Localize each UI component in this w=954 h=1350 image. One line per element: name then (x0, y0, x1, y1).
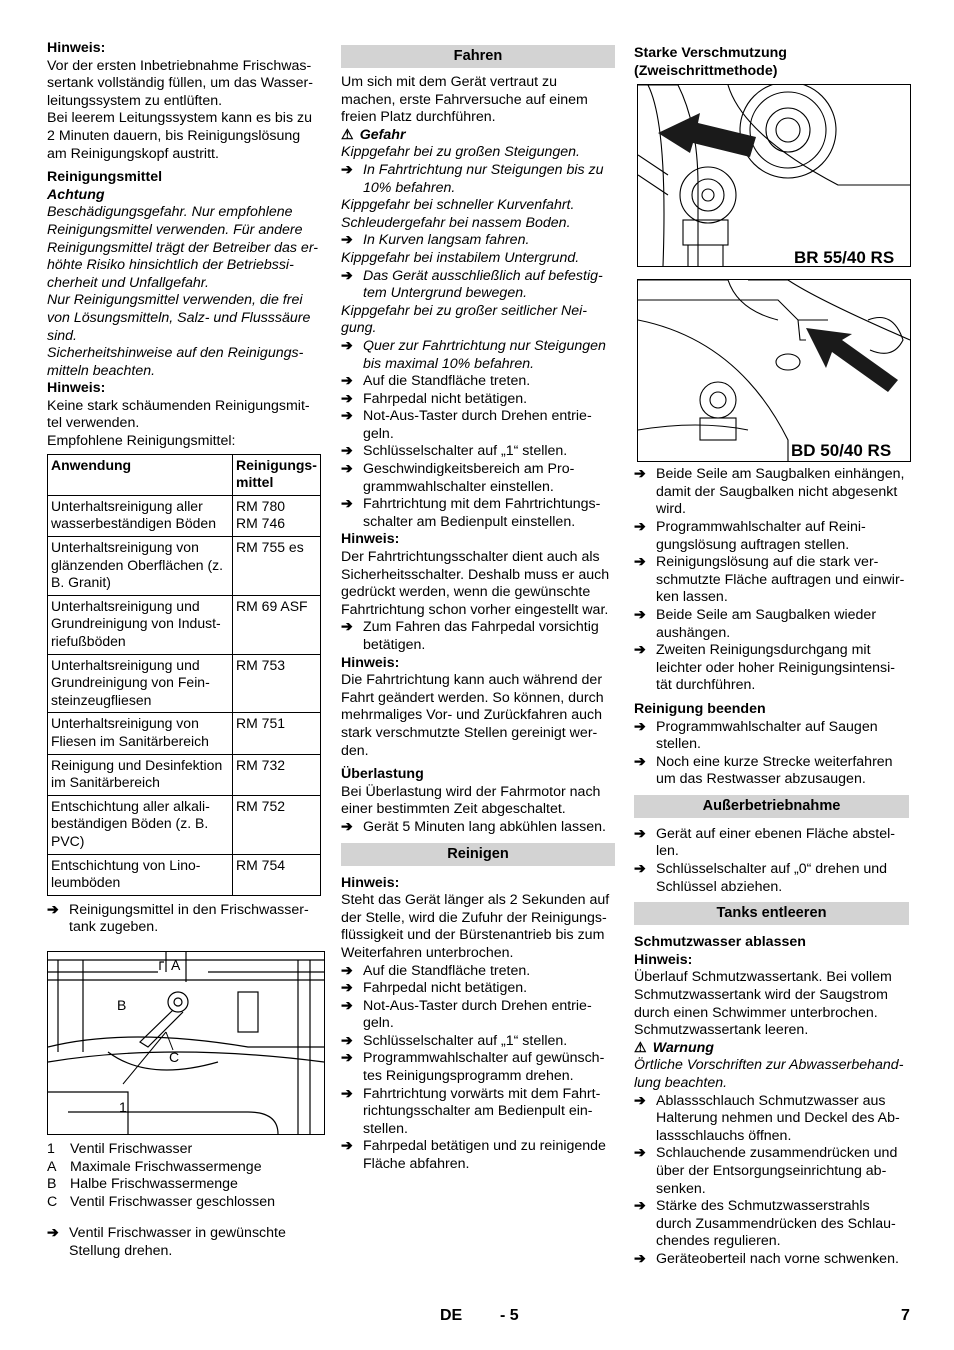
gefahr-text: Kippgefahr bei instabilem Untergrund. (341, 249, 580, 266)
legend-value: Maximale Frischwassermenge (70, 1158, 262, 1175)
step-item (634, 642, 909, 695)
step-item (634, 861, 909, 896)
arrow-right-icon: ➔ (341, 390, 353, 407)
step-text: Fahrpedal betätigen und zu reinigende Fläche abfahren. (363, 1138, 606, 1173)
label-1: 1 (119, 1098, 127, 1115)
table-row (48, 537, 321, 596)
step-text: Beide Seile am Saugbalken wieder aushängen. (656, 606, 877, 641)
step-item (634, 607, 909, 642)
figure-label: BR 55/40 RS (794, 248, 895, 267)
table-cell-anwendung: Unterhaltsreinigung von Fliesen im Sanitärbereich (48, 713, 233, 754)
bd50-drawing (638, 280, 910, 461)
arrow-right-icon: ➔ (341, 161, 353, 178)
table-cell-mittel: RM 751 (233, 713, 321, 754)
arrow-right-icon: ➔ (634, 1145, 646, 1162)
step-item (341, 162, 615, 197)
footer-lang: DE (440, 1307, 463, 1324)
step-text: Programmwahlschalter auf Saugen stellen. (656, 718, 878, 753)
fahren-intro: Um sich mit dem Gerät vertraut zu machen, erste Fahrversuche auf einem freien Platz durchführen. (341, 74, 588, 126)
hinweis-title: Hinweis: (341, 654, 400, 671)
hinweis-text: Der Fahrtrichtungsschalter dient auch als Sicherheitsschalter. Deshalb muss er auch gedrückt werden, wenn die gewünschte Fahrtrichtung schon vorher eingestellt war. (341, 549, 610, 618)
step-item (634, 519, 909, 554)
table-cell-mittel: RM 780 RM 746 (233, 495, 321, 536)
arrow-right-icon: ➔ (341, 980, 353, 997)
arrow-right-icon: ➔ (341, 962, 353, 979)
step-text: Stärke des Schmutzwasserstrahls durch Zusammendrücken des Schlau-chendes regulieren. (656, 1198, 896, 1250)
hinweis-title: Hinweis: (634, 951, 693, 968)
column-right (634, 45, 909, 1269)
arrow-right-icon: ➔ (341, 373, 353, 390)
step-item (341, 1050, 615, 1085)
step-text: Fahrpedal nicht betätigen. (363, 390, 528, 407)
step-text: Schlüsselschalter auf „1“ stellen. (363, 443, 568, 460)
step-item (341, 373, 615, 391)
step-item (341, 1138, 615, 1173)
page-number: 7 (901, 1307, 910, 1324)
warning-triangle-icon: ⚠ (341, 126, 354, 143)
achtung-text-3: Sicherheitshinweise auf den Reinigungs-mitteln beachten. (47, 345, 304, 379)
table-row (48, 795, 321, 854)
table-cell-anwendung: Entschichtung aller alkali-beständigen Böden (z. B. PVC) (48, 795, 233, 854)
arrow-right-icon: ➔ (341, 1085, 353, 1102)
arrow-right-icon: ➔ (341, 267, 353, 284)
legend-item (47, 1159, 323, 1177)
hinweis-text-2: Bei leerem Leitungssystem kann es bis zu 2 Minuten dauern, bis Reinigungslösung am Reinigungskopf austritt. (47, 110, 312, 162)
arrow-right-icon: ➔ (634, 1198, 646, 1215)
legend-key: 1 (47, 1140, 55, 1157)
step-text: Noch eine kurze Strecke weiterfahren um das Restwasser abzusaugen. (656, 753, 893, 788)
gefahr-heading (341, 127, 615, 145)
column-middle (341, 45, 615, 1174)
table-row (48, 595, 321, 654)
legend-item (47, 1194, 323, 1212)
label-b: B (117, 996, 127, 1013)
table-row (48, 495, 321, 536)
step-item (341, 461, 615, 496)
legend-key: C (47, 1193, 58, 1210)
achtung-text-2: Nur Reinigungsmittel verwenden, die frei von Lösungsmitteln, Salz- und Flusssäure sind. (47, 292, 311, 344)
step-text: Zum Fahren das Fahrpedal vorsichtig betätigen. (363, 619, 599, 653)
step-list (634, 1093, 909, 1269)
table-cell-anwendung: Reinigung und Desinfektion im Sanitärbereich (48, 754, 233, 795)
arrow-right-icon: ➔ (341, 496, 353, 513)
hinweis-text: Steht das Gerät länger als 2 Sekunden auf der Stelle, wird die Zufuhr der Reinigungs-flüssigkeit und der Bürstenantrieb bis zum Weiterfahren unterbrochen. (341, 892, 610, 961)
hinweis-title: Hinweis: (341, 531, 400, 548)
arrow-right-icon: ➔ (341, 1050, 353, 1067)
table-cell-anwendung: Unterhaltsreinigung und Grundreinigung von Indust-riefußböden (48, 595, 233, 654)
step-item (341, 819, 615, 837)
step-item (341, 1033, 615, 1051)
step-text: Reinigungslösung auf die stark ver-schmutzte Fläche auftragen und einwir-ken lassen. (656, 554, 905, 606)
achtung-text: Beschädigungsgefahr. Nur empfohlene Reinigungsmittel verwenden. Für andere Reinigungsmittel trägt der Betreiber das er-höhte Risiko hinsichtlich der Betriebssi-cherheit und Unfallgefahr. (47, 204, 319, 291)
figure-legend (47, 1141, 323, 1211)
step-item (634, 466, 909, 519)
table-cell-anwendung: Unterhaltsreinigung von glänzenden Oberflächen (z. B. Granit) (48, 537, 233, 596)
table-cell-mittel: RM 732 (233, 754, 321, 795)
warning-triangle-icon: ⚠ (634, 1039, 647, 1056)
table-cell-mittel: RM 754 (233, 854, 321, 895)
gefahr-text: Kippgefahr bei zu großer seitlicher Nei-gung. (341, 302, 588, 337)
step-text: Schlüsselschalter auf „1“ stellen. (363, 1032, 568, 1049)
table-row (48, 654, 321, 713)
label-c: C (169, 1048, 180, 1065)
step-text: Fahrpedal nicht betätigen. (363, 980, 528, 997)
step-item (341, 268, 615, 303)
reinigungsmittel-title: Reinigungsmittel (47, 169, 163, 186)
hinweis-text: Vor der ersten Inbetriebnahme Frischwas-sertank vollständig füllen, um das Wasser-leitungssystem zu entlüften. (47, 57, 313, 109)
table-row (48, 754, 321, 795)
hinweis2-title: Hinweis: (47, 380, 106, 397)
step-item (341, 963, 615, 981)
step-item (341, 1086, 615, 1139)
step-text: Fahrtrichtung vorwärts mit dem Fahrt-richtungsschalter am Bedienpult ein-stellen. (363, 1085, 601, 1137)
section-tanks-entleeren: Tanks entleeren (634, 902, 909, 925)
step-item (341, 408, 615, 443)
warnung-heading (634, 1040, 909, 1058)
step-text: Auf die Standfläche treten. (363, 962, 531, 979)
legend-value: Ventil Frischwasser (70, 1140, 193, 1157)
step-text: Ablassschlauch Schmutzwasser aus Halterung nehmen und Deckel des Ab-lassschlauchs öffnen. (656, 1092, 900, 1144)
arrow-right-icon: ➔ (341, 818, 353, 835)
step-item (634, 719, 909, 754)
step-item (341, 338, 615, 373)
table-row (48, 854, 321, 895)
section-fahren: Fahren (341, 45, 615, 68)
starke-title: Starke Verschmutzung (Zweischrittmethode) (634, 45, 787, 79)
step-text: Auf die Standfläche treten. (363, 373, 531, 390)
table-cell-anwendung: Unterhaltsreinigung aller wasserbeständigen Böden (48, 495, 233, 536)
hinweis-title: Hinweis: (341, 874, 400, 891)
table-cell-anwendung: Unterhaltsreinigung und Grundreinigung von Fein-steinzeugfliesen (48, 654, 233, 713)
valve-figure (47, 951, 325, 1135)
table-cell-mittel: RM 755 es (233, 537, 321, 596)
arrow-right-icon: ➔ (634, 518, 646, 535)
step-text: Programmwahlschalter auf gewünsch-tes Reinigungsprogramm drehen. (363, 1050, 605, 1085)
step-text: Gerät 5 Minuten lang abkühlen lassen. (363, 818, 606, 835)
step-item (341, 980, 615, 998)
arrow-right-icon: ➔ (634, 606, 646, 623)
step-item (634, 554, 909, 607)
arrow-right-icon: ➔ (634, 753, 646, 770)
step-text: Not-Aus-Taster durch Drehen entrie-geln. (363, 408, 592, 442)
section-reinigen: Reinigen (341, 843, 615, 866)
step-item (341, 443, 615, 461)
step-item (341, 391, 615, 409)
arrow-right-icon: ➔ (634, 554, 646, 571)
figure-bd50 (637, 279, 911, 462)
step-list (341, 373, 615, 531)
hinweis2-text: Keine stark schäumenden Reinigungsmit-tel verwenden. (47, 397, 310, 432)
arrow-right-icon: ➔ (47, 901, 59, 918)
step-text: Beide Seile am Saugbalken einhängen, damit der Saugbalken nicht abgesenkt wird. (656, 466, 905, 518)
step-text: Ventil Frischwasser in gewünschte Stellung drehen. (69, 1225, 286, 1259)
step-text: Programmwahlschalter auf Reini-gungslösung auftragen stellen. (656, 518, 866, 553)
step-text: Not-Aus-Taster durch Drehen entrie-geln. (363, 997, 592, 1032)
step-item (341, 998, 615, 1033)
table-header-cell: Anwendung (48, 454, 233, 495)
step-text: In Kurven langsam fahren. (363, 232, 530, 249)
step-list (634, 719, 909, 789)
hinweis-text: Überlauf Schmutzwassertank. Bei vollem Schmutzwassertank wird der Saugstrom durch einen Schwimmer unterbrochen. Schmutzwassertank leeren. (634, 969, 892, 1039)
step-text: Fahrtrichtung mit dem Fahrtrichtungs-schalter am Bedienpult einstellen. (363, 496, 601, 530)
step-item (634, 1198, 909, 1251)
arrow-right-icon: ➔ (341, 443, 353, 460)
arrow-right-icon: ➔ (634, 1092, 646, 1109)
step-text: Das Gerät ausschließlich auf befestig-tem Untergrund bewegen. (363, 267, 603, 302)
beenden-title: Reinigung beenden (634, 700, 766, 717)
gefahr-text: Kippgefahr bei zu großen Steigungen. (341, 144, 580, 161)
table-cell-mittel: RM 752 (233, 795, 321, 854)
table-cell-mittel: RM 753 (233, 654, 321, 713)
arrow-right-icon: ➔ (634, 718, 646, 735)
step-text: Schlüsselschalter auf „0“ drehen und Schlüssel abziehen. (656, 861, 888, 895)
arrow-right-icon: ➔ (634, 861, 646, 878)
step-text: Quer zur Fahrtrichtung nur Steigungen bis maximal 10% befahren. (363, 337, 606, 372)
step-list (634, 466, 909, 695)
gefahr-text: Schleudergefahr bei nassem Boden. (341, 214, 571, 231)
step-item (47, 1225, 323, 1260)
ueberlastung-title: Überlastung (341, 766, 424, 783)
arrow-right-icon: ➔ (341, 408, 353, 425)
step-list (634, 826, 909, 896)
step-item (47, 902, 323, 937)
hinweis-title: Hinweis: (47, 40, 106, 56)
step-item (634, 826, 909, 861)
table-header-cell: Reinigungs-mittel (233, 454, 321, 495)
step-item (634, 1251, 909, 1269)
step-item (341, 232, 615, 250)
gefahr-title: Gefahr (359, 126, 406, 143)
step-item (634, 1093, 909, 1146)
step-item (634, 1145, 909, 1198)
column-left (47, 40, 323, 1260)
step-text: In Fahrtrichtung nur Steigungen bis zu 10% befahren. (363, 161, 604, 196)
table-cell-mittel: RM 69 ASF (233, 595, 321, 654)
step-text: Geräteoberteil nach vorne schwenken. (656, 1250, 899, 1267)
label-a: A (171, 956, 181, 973)
empfohlen-text: Empfohlene Reinigungsmittel: (47, 433, 236, 450)
step-text: Zweiten Reinigungsdurchgang mit leichter oder hoher Reinigungsintensi-tät durchführen. (656, 642, 895, 694)
table-row (48, 713, 321, 754)
figure-br55 (637, 84, 911, 267)
arrow-right-icon: ➔ (47, 1225, 59, 1242)
table-cell-anwendung: Entschichtung von Lino-leumböden (48, 854, 233, 895)
step-item (341, 496, 615, 531)
step-item (341, 619, 615, 654)
figure-label: BD 50/40 RS (791, 441, 892, 461)
footer-subpage: - 5 (500, 1307, 519, 1324)
step-text: Geschwindigkeitsbereich am Pro-grammwahlschalter einstellen. (363, 461, 575, 495)
step-text: Reinigungsmittel in den Frischwasser-tank zugeben. (69, 901, 309, 936)
arrow-right-icon: ➔ (634, 642, 646, 659)
arrow-right-icon: ➔ (341, 1138, 353, 1155)
gefahr-text: Kippgefahr bei schneller Kurvenfahrt. (341, 197, 575, 214)
step-text: Schlauchende zusammendrücken und über der Entsorgungseinrichtung ab-senken. (656, 1145, 898, 1197)
cleaning-agents-table (47, 454, 321, 896)
legend-item (47, 1176, 323, 1194)
step-item (634, 754, 909, 789)
arrow-right-icon: ➔ (341, 232, 353, 249)
br55-drawing (638, 85, 910, 266)
legend-value: Halbe Frischwassermenge (70, 1176, 238, 1193)
arrow-right-icon: ➔ (634, 1250, 646, 1267)
schmutzwasser-title: Schmutzwasser ablassen (634, 934, 806, 951)
arrow-right-icon: ➔ (341, 997, 353, 1014)
step-list (341, 963, 615, 1174)
arrow-right-icon: ➔ (341, 337, 353, 354)
step-text: Gerät auf einer ebenen Fläche abstel-len. (656, 825, 895, 860)
legend-item (47, 1141, 323, 1159)
achtung-title: Achtung (47, 186, 105, 203)
legend-key: A (47, 1158, 57, 1175)
table-header-row (48, 454, 321, 495)
valve-drawing (48, 952, 324, 1134)
section-ausserbetriebnahme: Außerbetriebnahme (634, 795, 909, 818)
arrow-right-icon: ➔ (341, 1032, 353, 1049)
legend-key: B (47, 1176, 57, 1193)
arrow-right-icon: ➔ (341, 619, 353, 636)
warnung-title: Warnung (652, 1039, 714, 1056)
arrow-right-icon: ➔ (634, 825, 646, 842)
warnung-text: Örtliche Vorschriften zur Abwasserbehand-lung beachten. (634, 1057, 904, 1091)
legend-value: Ventil Frischwasser geschlossen (70, 1193, 276, 1210)
hinweis-text: Die Fahrtrichtung kann auch während der Fahrt geändert werden. So können, durch mehrmaliges Vor- und Zurückfahren auch stark verschmutzte Stellen gereinigt wer-den. (341, 672, 604, 759)
ueberlastung-text: Bei Überlastung wird der Fahrmotor nach einer bestimmten Zeit abgeschaltet. (341, 783, 601, 818)
arrow-right-icon: ➔ (634, 466, 646, 483)
arrow-right-icon: ➔ (341, 461, 353, 478)
